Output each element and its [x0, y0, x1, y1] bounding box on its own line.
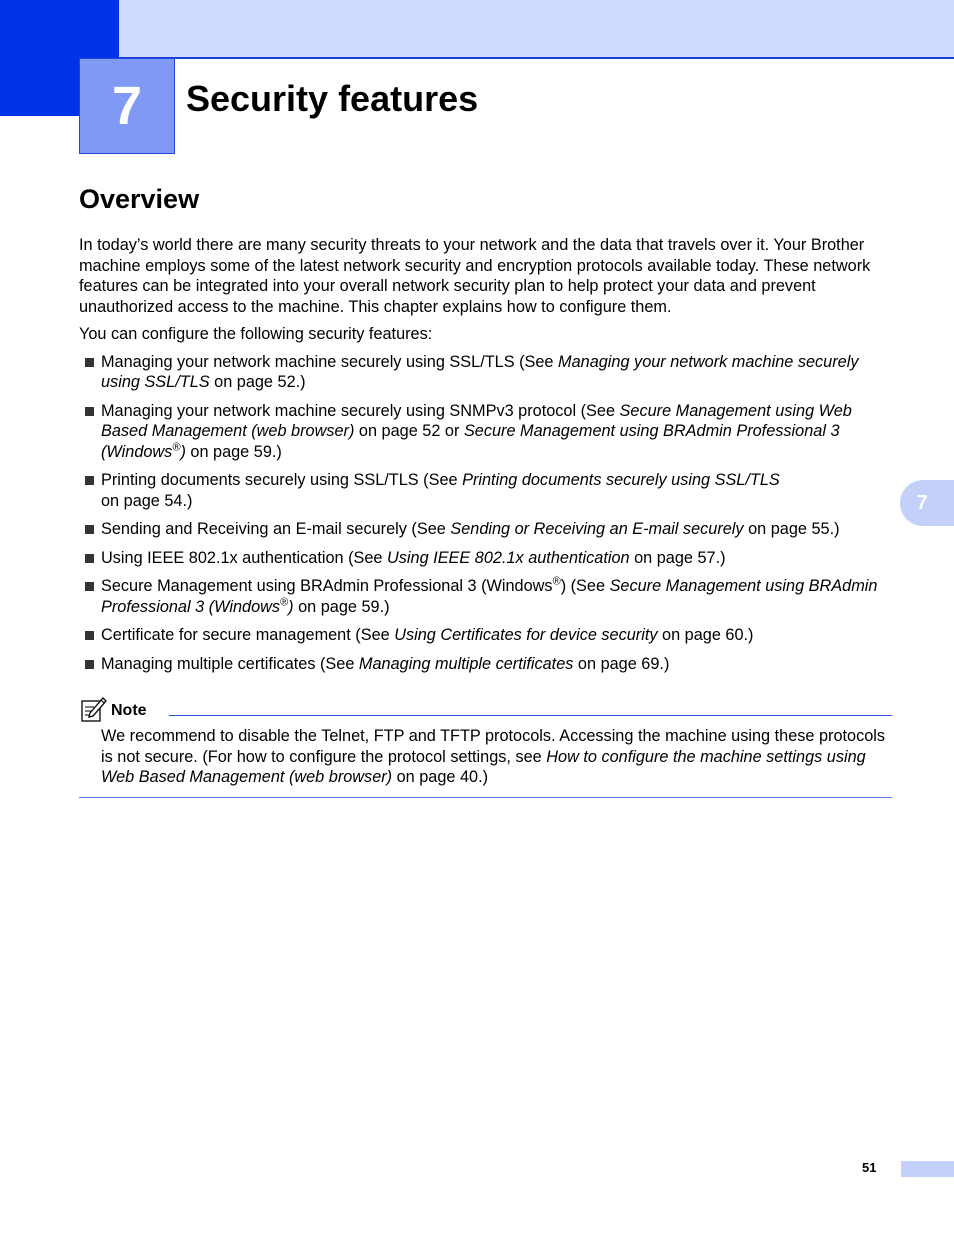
list-item: Certificate for secure management (See Using Certificates for device security on page 60.) [79, 625, 894, 646]
square-bullet-icon [85, 525, 94, 534]
square-bullet-icon [85, 476, 94, 485]
list-item: Secure Management using BRAdmin Professional 3 (Windows®) (See Secure Management using BRAdmin Professional 3 (Windows®) on page 59.) [79, 576, 894, 617]
cross-reference-link[interactable]: Secure Management using Web Based Management (web browser) [101, 401, 852, 440]
cross-reference-link[interactable]: Managing multiple certificates [358, 654, 574, 673]
square-bullet-icon [85, 660, 94, 669]
cross-reference-link[interactable]: Managing your network machine securely using SSL/TLS [101, 352, 859, 391]
footer-tab [901, 1161, 954, 1177]
registered-mark: ® [172, 441, 181, 454]
note-text: We recommend to disable the Telnet, FTP and TFTP protocols. Accessing the machine using these protocols is not secure. (For how to configure the protocol settings, see How to configure the machine settings using Web Based Management (web browser) on page 40.) [79, 726, 892, 798]
square-bullet-icon [85, 631, 94, 640]
list-item: Printing documents securely using SSL/TLS (See Printing documents securely using SSL/TLS on page 54.) [79, 470, 894, 511]
list-item: Using IEEE 802.1x authentication (See Using IEEE 802.1x authentication on page 57.) [79, 548, 894, 569]
square-bullet-icon [85, 407, 94, 416]
note-rule [169, 715, 892, 716]
note-box [79, 696, 892, 798]
header-band [0, 0, 954, 58]
square-bullet-icon [85, 582, 94, 591]
cross-reference-link[interactable]: Using Certificates for device security [394, 626, 658, 644]
cross-reference-link[interactable]: Secure Management using BRAdmin Professional 3 (Windows®) [101, 577, 878, 616]
header-rule [119, 57, 954, 59]
section-heading: Overview [79, 184, 200, 214]
registered-mark: ® [552, 575, 561, 588]
chapter-title: Security features [186, 78, 479, 119]
main-content [79, 235, 894, 682]
square-bullet-icon [85, 358, 94, 367]
square-bullet-icon [85, 554, 94, 563]
registered-mark: ® [280, 596, 289, 609]
features-list [79, 352, 894, 675]
intro-paragraph: In today’s world there are many security threats to your network and the data that travels over it. Your Brother machine employs some of the latest network security and encryption protocols available today. These network features can be integrated into your overall network security plan to help protect your data and prevent unauthorized access to the machine. This chapter explains how to configure them. [79, 236, 871, 316]
note-header [79, 696, 892, 726]
note-label: Note [111, 702, 147, 719]
features-lead: You can configure the following security features: [79, 325, 433, 343]
list-item: Managing your network machine securely using SNMPv3 protocol (See Secure Management using Web Based Management (web browser) on page 52 or Secure Management using BRAdmin Professional 3 (Windows®) on page 59.) [79, 401, 894, 463]
list-item: Managing multiple certificates (See Managing multiple certificates on page 69.) [79, 654, 894, 675]
list-item: Sending and Receiving an E-mail securely (See Sending or Receiving an E-mail securely on page 55.) [79, 519, 894, 540]
list-item: Managing your network machine securely using SSL/TLS (See Managing your network machine securely using SSL/TLS on page 52.) [79, 352, 894, 393]
cross-reference-link[interactable]: How to configure the machine settings using Web Based Management (web browser) [101, 747, 866, 786]
chapter-number: 7 [79, 58, 175, 154]
cross-reference-link[interactable]: Using IEEE 802.1x authentication [387, 548, 630, 567]
cross-reference-link[interactable]: Printing documents securely using SSL/TLS [462, 471, 780, 489]
cross-reference-link[interactable]: Sending or Receiving an E-mail securely [450, 520, 744, 538]
cross-reference-link[interactable]: Secure Management using BRAdmin Professional 3 (Windows®) [101, 422, 840, 461]
page-number: 51 [862, 1160, 877, 1175]
pencil-note-icon [79, 696, 107, 724]
chapter-side-tab[interactable]: 7 [900, 480, 954, 526]
